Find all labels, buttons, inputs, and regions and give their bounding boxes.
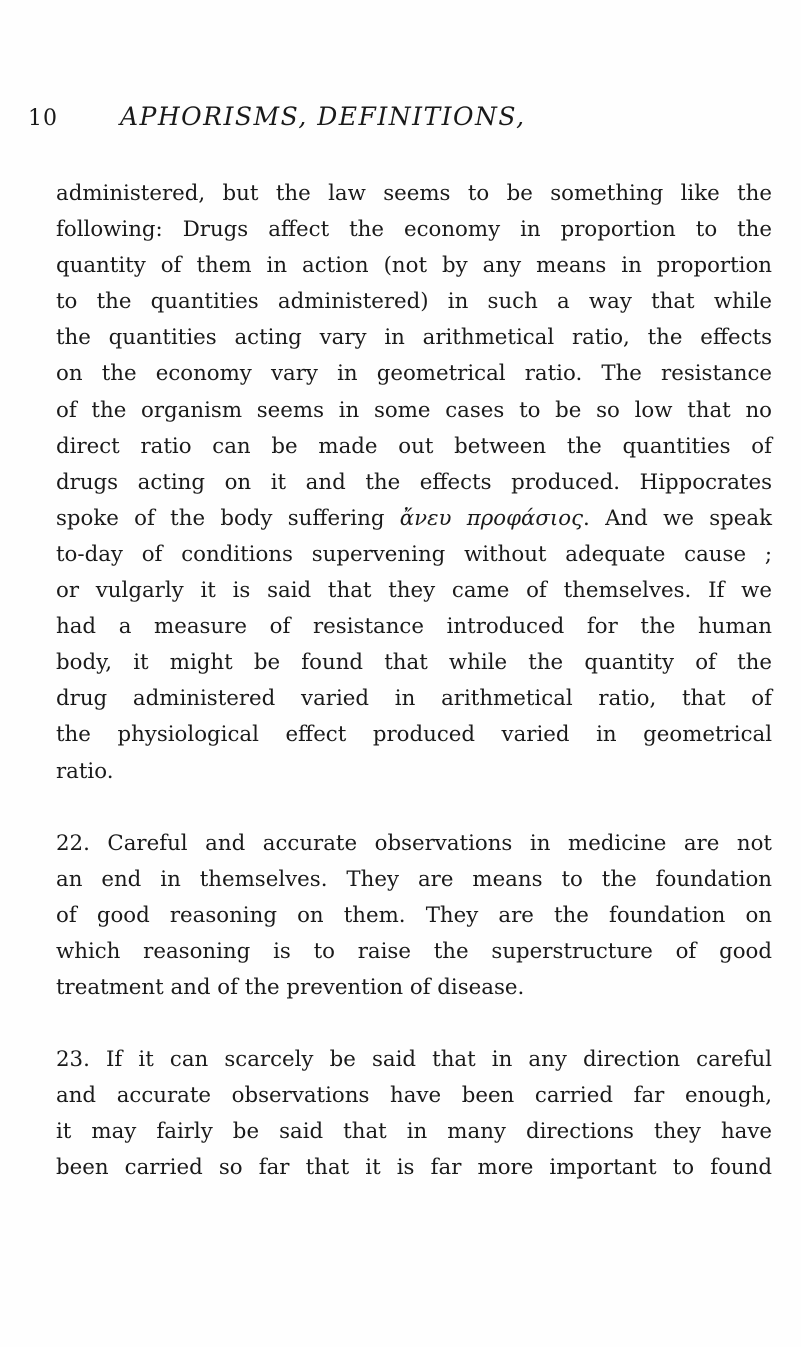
text-line: of the organism seems in some cases to be so low that no <box>56 397 772 423</box>
text-line: had a measure of resistance introduced for the human <box>56 614 772 640</box>
text-line: an end in themselves. They are means to the foundation <box>56 866 772 892</box>
text-line: drugs acting on it and the effects produced. Hippocrates <box>56 469 772 495</box>
running-title: APHORISMS, DEFINITIONS, <box>120 102 526 131</box>
text-line: 22. Careful and accurate observations in medicine are not <box>56 830 772 856</box>
text-line: drug administered varied in arithmetical ratio, that of <box>56 686 772 712</box>
text-line: body, it might be found that while the quantity of the <box>56 650 772 676</box>
text-line: it may fairly be said that in many directions they have <box>56 1119 772 1145</box>
text-line: administered, but the law seems to be something like the <box>56 181 772 206</box>
text-line: quantity of them in action (not by any means in proportion <box>56 253 772 279</box>
greek-phrase: ἄνευ προφάσιος <box>399 505 584 531</box>
text-line: following: Drugs affect the economy in proportion to the <box>56 217 772 243</box>
text-line: and accurate observations have been carried far enough, <box>56 1083 772 1109</box>
text-segment: spoke of the body suffering <box>56 505 400 531</box>
text-segment: . And we speak <box>583 505 772 531</box>
text-line: of good reasoning on them. They are the foundation on <box>56 902 772 928</box>
text-line: or vulgarly it is said that they came of themselves. If we <box>56 578 772 604</box>
text-line: 23. If it can scarcely be said that in any direction careful <box>56 1047 772 1073</box>
text-line: ratio. <box>56 758 114 784</box>
text-line: on the economy vary in geometrical ratio. The resistance <box>56 361 772 387</box>
text-line: the physiological effect produced varied in geometrical <box>56 722 772 748</box>
running-head <box>28 102 773 142</box>
text-line: the quantities acting vary in arithmetical ratio, the effects <box>56 325 772 351</box>
page-number: 10 <box>28 106 58 131</box>
text-line: been carried so far that it is far more important to found <box>56 1155 772 1181</box>
text-line: which reasoning is to raise the superstructure of good <box>56 938 772 964</box>
body-text <box>56 176 772 1186</box>
text-line-greek <box>56 501 772 537</box>
text-line: direct ratio can be made out between the quantities of <box>56 433 772 459</box>
text-line: to-day of conditions supervening without adequate cause ; <box>56 541 772 567</box>
text-line: treatment and of the prevention of disease. <box>56 974 525 1000</box>
text-line: to the quantities administered) in such a way that while <box>56 289 772 315</box>
